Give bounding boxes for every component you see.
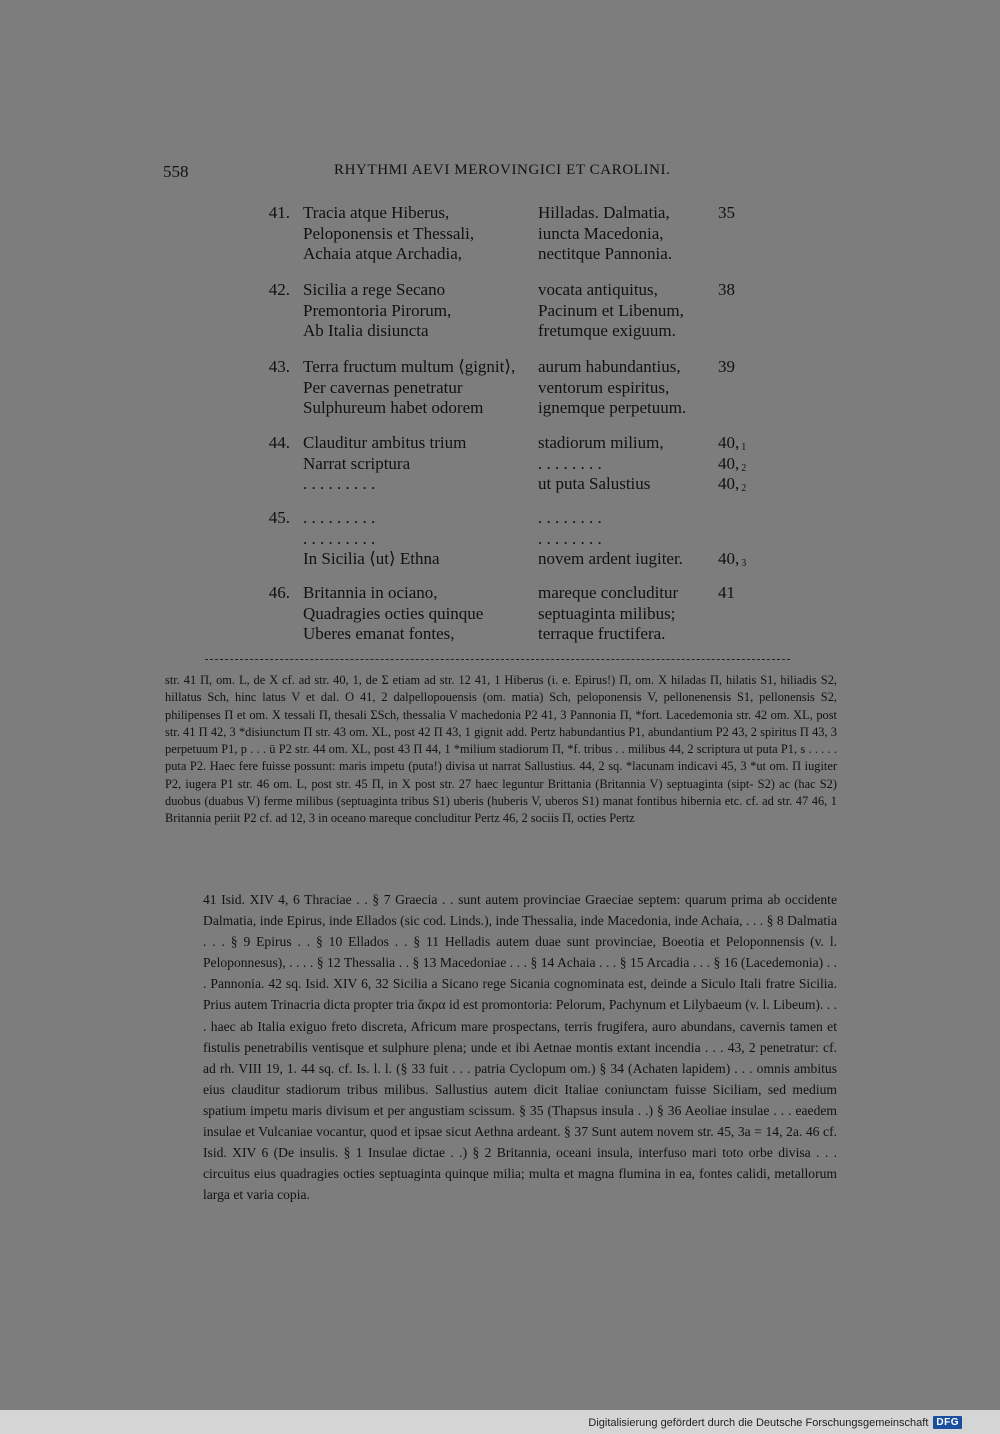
reference-main: 39: [718, 357, 735, 376]
apparatus-divider: [205, 659, 790, 660]
reference-subnumber: 2: [741, 483, 747, 495]
digitization-footer: [588, 1416, 962, 1429]
verse-first-half: . . . . . . . . .: [303, 474, 376, 494]
reference-main: 38: [718, 280, 735, 299]
verse-first-half: Premontoria Pirorum,: [303, 300, 452, 320]
verse-line: [0, 529, 1000, 550]
verse-line: [0, 433, 1000, 454]
verse-second-half: mareque concluditur: [538, 583, 679, 602]
verse-first-half: . . . . . . . . .: [303, 528, 376, 548]
verse-second-half: ventorum espiritus,: [538, 377, 670, 397]
reference-main: 40,: [718, 474, 740, 494]
verse-first-half: Sulphureum habet odorem: [303, 398, 484, 418]
reference-main: 41: [718, 583, 735, 602]
reference-subnumber: 3: [741, 558, 747, 570]
verse-second-half: . . . . . . . .: [538, 528, 602, 548]
source-reference: [718, 549, 746, 575]
verse-line: [0, 244, 1000, 265]
verse-line: [0, 378, 1000, 399]
stanza: [0, 508, 1000, 570]
verse-first-half: Narrat scriptura: [303, 453, 411, 473]
source-reference: [718, 583, 735, 604]
stanza: [0, 433, 1000, 495]
verse-second-half: nectitque Pannonia.: [538, 244, 673, 264]
commentary-text: 41 Isid. XIV 4, 6 Thraciae . . § 7 Graecia . . sunt autem provinciae Graeciae septem: quarum prima ab occidente Dalmatia, inde Epirus, inde Ellados (sic cod. Linds.), inde Thessalia, inde Macedonia, inde Achaia, . . . § 8 Dalmatia . . . § 9 Epirus . . § 10 Ellados . . § 11 Helladis autem duae sunt provinciae, Boeotia et Peloponnensis (v. l. Peloponnesus), . . . . § 12 Thessalia . . § 13 Macedoniae . . . § 14 Achaia . . . § 15 Arcadia . . . § 16 (Lacedemonia) . . . Pannonia. 42 sq. Isid. XIV 6, 32 Sicilia a Sicano rege Sicania cognominata est, deinde a Siculo Itali fratre Sicilia. Prius autem Trinacria dicta propter tria ἄκρα id est promontoria: Pelorum, Pachynum et Lilybaeum (v. l. Libeum). . . . haec ab Italia exiguo freto discreta, Africum mare prospectans, terris frugifera, auro abundans, cavernis tamen et fistulis penetrabilis ventisque et sulphure plena; unde et ibi Aetnae montis extant incendia . . . 43, 2 penetratur: cf. ad rh. VIII 19, 1. 44 sq. cf. Is. l. l. (§ 33 fuit . . . patria Cyclopum om.) § 34 (Achaten lapidem) . . . omnis ambitus eius clauditur stadiorum tribus milibus. Sallustius autem dicit Italiae coniunctam fuisse Siciliam, sed medium spatium impetu maris divisum et per angustiam scissum. § 35 (Thapsus insula . .) § 36 Aeoliae insulae . . . eaedem insulae et Vulcaniae vocantur, quod et ipsae sicut Aethna ardeant. § 37 Sunt autem novem str. 45, 3a = 14, 2a. 46 cf. Isid. XIV 6 (De insulis. § 1 Insulae dictae . .) § 2 Britannia, oceani insula, interfuso mari toto orbe divisa . . . circuitus eius quadragies octies septuaginta quinque milia; multa et magna flumina in ea, fontes calidi, metallorum larga et varia copia.: [203, 892, 837, 1203]
verse-line: [0, 583, 1000, 604]
critical-apparatus: str. 41 Π, om. L, de X cf. ad str. 40, 1, de Σ etiam ad str. 12 41, 1 Hiberus (i. e. Epirus!) Π, om. X hiladas Π, hilatis S1, hiliadis S2, hillatus Sch, hinc latus V et dal. O 41, 2 dalpellopouensis (om. matia) Sch, peloponensis V, pellonenensis S1, pellonensis S2, philipenses Π et om. X tessali Π, thesali ΣSch, thessalia V machedonia P2 41, 3 Pannonia Π, *fort. Lacedemonia str. 42 om. XL, post str. 41 Π 42, 3 *disiunctum Π str. 43 om. XL, post 42 Π 43, 1 gignit add. Pertz habundantius P1, abundantium P2 43, 2 spiritus Π 43, 3 perpetuum P1, p . . . ū P2 str. 44 om. XL, post 43 Π 44, 1 *milium stadiorum Π, *f. tribus . . milibus 44, 2 scriptura ut puta P1, s . . . . . puta P2. Haec fere fuisse possunt: maris impetu (puta!) divisa ut narrat Sallustius. 44, 2 sq. *lacunam indicavi 45, 3 *ut om. Π iugiter P2, iugera P1 str. 46 om. L, post str. 45 Π, in X post str. 27 haec leguntur Brittania (Britannia V) septuaginta (sipt- S2) ac (hac S2) duobus (duabus V) ferme milibus (septuaginta tribus S1) uberis (huberis V, uberos S1) manat fontibus hibernia etc. cf. ad str. 47 46, 1 Britannia periit P2 cf. ad 12, 3 in oceano mareque concluditur Pertz 46, 2 sociis Π, octies Pertz: [165, 673, 837, 826]
verse-second-half: stadiorum milium,: [538, 433, 664, 452]
verse-second-half: Hilladas. Dalmatia,: [538, 203, 670, 222]
stanza-number: 41.: [268, 203, 290, 222]
verse-first-half: Peloponensis et Thessali,: [303, 223, 475, 243]
page-header: [0, 162, 1000, 186]
verse-line: [0, 508, 1000, 529]
verse-line: [0, 321, 1000, 342]
page-number: 558: [163, 162, 189, 181]
verse-second-half: vocata antiquitus,: [538, 280, 658, 299]
source-commentary: [165, 889, 837, 1205]
verse-first-half: Quadragies octies quinque: [303, 603, 484, 623]
verse-first-half: Britannia in ociano,: [303, 583, 438, 602]
verse-second-half: terraque fructifera.: [538, 624, 666, 644]
stanza-number: 44.: [268, 433, 290, 452]
verse-second-half: ignemque perpetuum.: [538, 398, 687, 418]
stanza-number: 46.: [268, 583, 290, 602]
stanza: [0, 357, 1000, 419]
source-reference: [718, 474, 746, 500]
stanza: [0, 583, 1000, 645]
verse-second-half: . . . . . . . .: [538, 453, 602, 473]
verse-line: [0, 203, 1000, 224]
verse-second-half: . . . . . . . .: [538, 508, 602, 527]
reference-subnumber: 1: [741, 442, 747, 453]
footer-credit: Digitalisierung gefördert durch die Deutsche Forschungsgemeinschaft: [588, 1416, 929, 1429]
source-reference: [718, 203, 735, 224]
verse-first-half: Terra fructum multum ⟨gignit⟩,: [303, 357, 516, 376]
verse-line: [0, 224, 1000, 245]
verse-first-half: Uberes emanat fontes,: [303, 624, 455, 644]
verse-line: [0, 301, 1000, 322]
verse-first-half: Per cavernas penetratur: [303, 377, 463, 397]
verse-second-half: Pacinum et Libenum,: [538, 300, 684, 320]
reference-main: 40,: [718, 453, 740, 473]
reference-main: 35: [718, 203, 735, 222]
verse-first-half: Clauditur ambitus trium: [303, 433, 467, 452]
verse-second-half: novem ardent iugiter.: [538, 549, 683, 569]
verse-second-half: septuaginta milibus;: [538, 603, 676, 623]
verse-line: [0, 357, 1000, 378]
reference-main: 40,: [718, 433, 740, 452]
verse-first-half: Ab Italia disiuncta: [303, 321, 429, 341]
verse-line: [0, 280, 1000, 301]
verse-line: [0, 604, 1000, 625]
running-title: RHYTHMI AEVI MEROVINGICI ET CAROLINI.: [334, 162, 671, 178]
verse-line: [0, 549, 1000, 570]
stanza-number: 43.: [268, 357, 290, 376]
verse-first-half: Achaia atque Archadia,: [303, 244, 463, 264]
verse-line: [0, 398, 1000, 419]
verse-first-half: In Sicilia ⟨ut⟩ Ethna: [303, 549, 440, 569]
stanza: [0, 203, 1000, 265]
source-reference: [718, 357, 735, 378]
verse-second-half: aurum habundantius,: [538, 357, 681, 376]
verse-second-half: ut puta Salustius: [538, 474, 651, 494]
stanza: [0, 280, 1000, 342]
verse-first-half: Tracia atque Hiberus,: [303, 203, 450, 222]
stanza-number: 45.: [268, 508, 290, 527]
stanza-number: 42.: [268, 280, 290, 299]
verse-first-half: . . . . . . . . .: [303, 508, 376, 527]
verse-second-half: fretumque exiguum.: [538, 321, 676, 341]
reference-main: 40,: [718, 549, 740, 569]
reference-subnumber: 2: [741, 462, 747, 474]
verse-line: [0, 454, 1000, 475]
verse-first-half: Sicilia a rege Secano: [303, 280, 446, 299]
verse-line: [0, 474, 1000, 495]
verse-line: [0, 624, 1000, 645]
dfg-logo: DFG: [933, 1416, 962, 1429]
verse-second-half: iuncta Macedonia,: [538, 223, 664, 243]
source-reference: [718, 280, 735, 301]
